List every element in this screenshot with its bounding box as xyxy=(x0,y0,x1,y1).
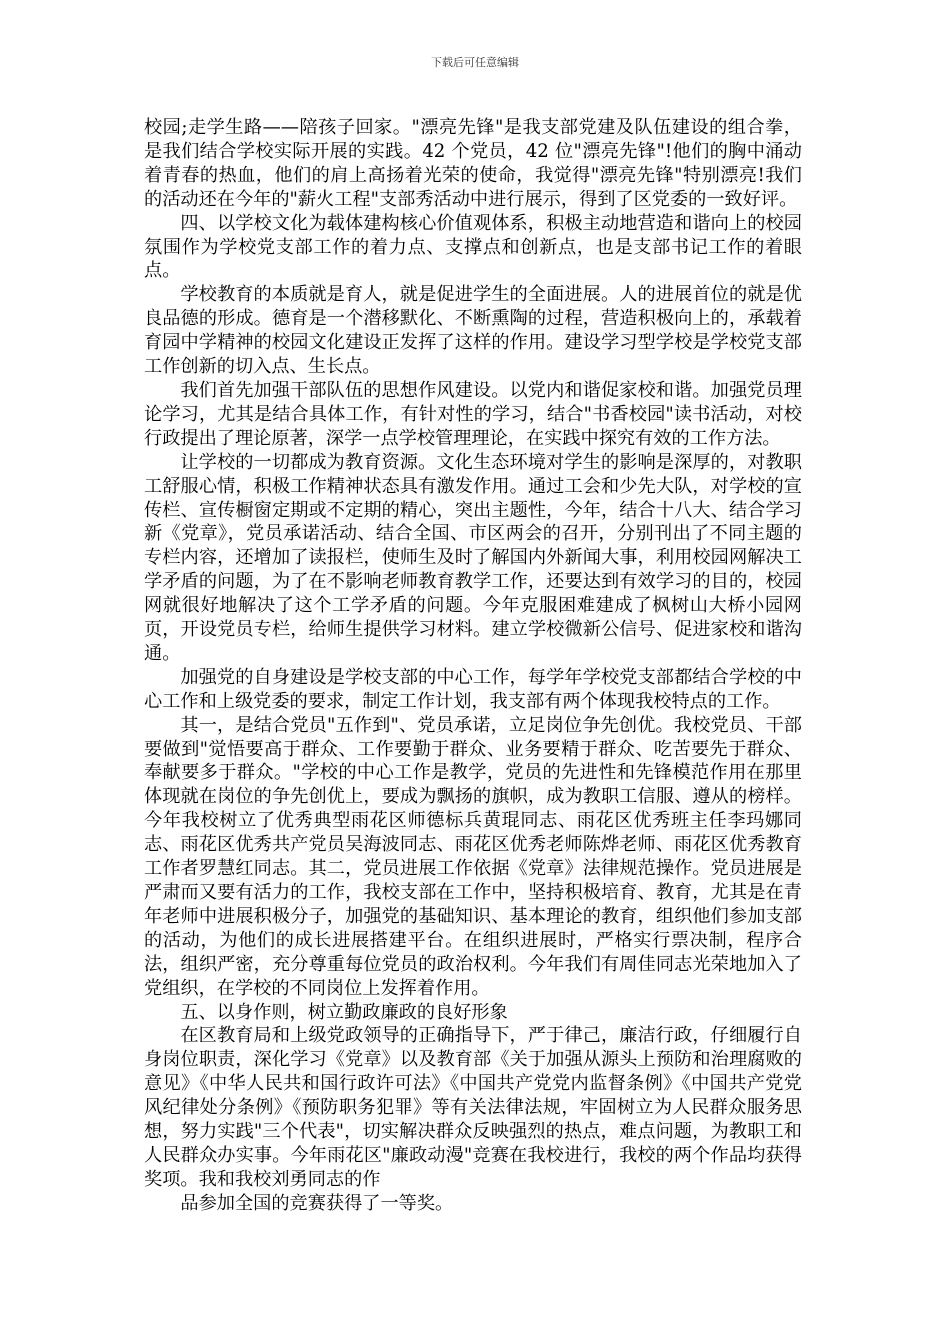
paragraph-section-5-heading: 五、以身作则，树立勤政廉政的良好形象 xyxy=(180,1001,508,1023)
paragraph-6: 加强党的自身建设是学校支部的中心工作，每学年学校党支部都结合学校的中心工作和上级党委的要求，制定工作计划，我支部有两个体现我校特点的工作。 xyxy=(144,666,802,712)
page-header-note: 下载后可任意编辑 xyxy=(431,56,519,69)
paragraph-1: 校园;走学生路——陪孩子回家。"漂亮先锋"是我支部党建及队伍建设的组合拳，是我们结合学校实际开展的实践。42 个党员，42 位"漂亮先锋"!他们的胸中涌动着青春的热血，他们的肩上高扬着光荣的使命，我觉得"漂亮先锋"特别漂亮!我们的活动还在今年的"薪火工程"支部秀活动中进行展示，得到了区党委的一致好评。 xyxy=(144,117,802,210)
paragraph-10: 品参加全国的竞赛获得了一等奖。 xyxy=(180,1192,454,1214)
paragraph-7: 其一，是结合党员"五作到"、党员承诺，立足岗位争先创优。我校党员、干部要做到"觉悟要高于群众、工作要勤于群众、业务要精于群众、吃苦要先于群众、奉献要多于群众。"学校的中心工作是教学，党员的先进性和先锋模范作用在那里体现就在岗位的争先创优上，要成为飘扬的旗帜，成为教职工信服、遵从的榜样。今年我校树立了优秀典型雨花区师德标兵黄琨同志、雨花区优秀班主任李玛娜同志、雨花区优秀共产党员吴海波同志、雨花区优秀老师陈烨老师、雨花区优秀教育工作者罗慧红同志。其二，党员进展工作依据《党章》法律规范操作。党员进展是严肃而又要有活力的工作，我校支部在工作中，坚持积极培育、教育，尤其是在青年老师中进展积极分子，加强党的基础知识、基本理论的教育，组织他们参加支部的活动，为他们的成长进展搭建平台。在组织进展时，严格实行票决制，程序合法，组织严密，充分尊重每位党员的政治权利。今年我们有周佳同志光荣地加入了党组织，在学校的不同岗位上发挥着作用。 xyxy=(144,714,802,999)
paragraph-4: 我们首先加强干部队伍的思想作风建设。以党内和谐促家校和谐。加强党员理论学习，尤其是结合具体工作，有针对性的学习，结合"书香校园"读书活动，对校行政提出了理论原著，深学一点学校管理理论，在实践中探究有效的工作方法。 xyxy=(144,379,802,449)
paragraph-section-4-heading: 四、以学校文化为载体建构核心价值观体系，积极主动地营造和谐向上的校园氛围作为学校党支部工作的着力点、支撑点和创新点，也是支部书记工作的着眼点。 xyxy=(144,212,802,282)
document-body xyxy=(144,116,802,1216)
paragraph-9: 在区教育局和上级党政领导的正确指导下，严于律己，廉洁行政，仔细履行自身岗位职责，深化学习《党章》以及教育部《关于加强从源头上预防和治理腐败的意见》《中华人民共和国行政许可法》《中国共产党党内监督条例》《中国共产党党风纪律处分条例》《预防职务犯罪》等有关法律法规，牢固树立为人民群众服务思想，努力实践"三个代表"，切实解决群众反映强烈的热点，难点问题，为教职工和人民群众办实事。今年雨花区"廉政动漫"竞赛在我校进行，我校的两个作品均获得奖项。我和我校刘勇同志的作 xyxy=(144,1025,802,1190)
paragraph-5: 让学校的一切都成为教育资源。文化生态环境对学生的影响是深厚的，对教职工舒服心情，积极工作精神状态具有激发作用。通过工会和少先大队，对学校的宣传栏、宣传橱窗定期或不定期的精心，突出主题性，今年，结合十八大、结合学习新《党章》，党员承诺活动、结合全国、市区两会的召开，分别刊出了不同主题的专栏内容，还增加了读报栏，使师生及时了解国内外新闻大事，利用校园网解决工学矛盾的问题，为了在不影响老师教育教学工作，还要达到有效学习的目的，校园网就很好地解决了这个工学矛盾的问题。今年克服困难建成了枫树山大桥小园网页，开设党员专栏，给师生提供学习材料。建立学校微新公信号、促进家校和谐沟通。 xyxy=(144,451,802,664)
paragraph-3: 学校教育的本质就是育人，就是促进学生的全面进展。人的进展首位的就是优良品德的形成。德育是一个潜移默化、不断熏陶的过程，营造积极向上的，承载着育园中学精神的校园文化建设正发挥了这样的作用。建设学习型学校是学校党支部工作创新的切入点、生长点。 xyxy=(144,284,802,378)
